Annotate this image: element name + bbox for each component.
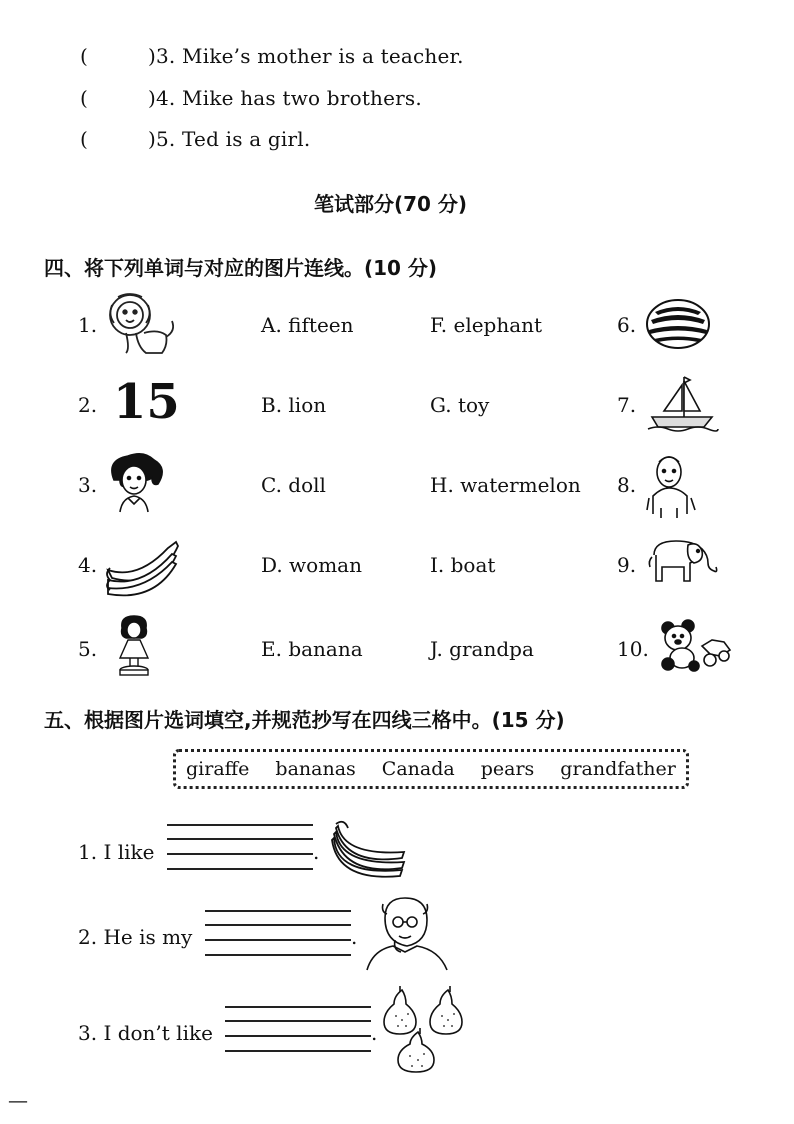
sentence-suffix: . bbox=[351, 925, 358, 949]
word-bank-item[interactable]: giraffe bbox=[186, 758, 250, 780]
word-bank-item[interactable]: pears bbox=[480, 758, 535, 780]
answer-paren-open[interactable]: ( bbox=[80, 86, 89, 110]
sentence-suffix: . bbox=[313, 840, 320, 864]
footer-mark: — bbox=[8, 1088, 28, 1112]
tf-item-3 bbox=[80, 44, 580, 70]
statement-text: )4. Mike has two brothers. bbox=[148, 86, 422, 110]
section4-heading: 四、将下列单词与对应的图片连线。(10 分) bbox=[44, 256, 438, 280]
left-number: 2. bbox=[78, 393, 98, 417]
woman-icon bbox=[106, 452, 168, 512]
left-number: 4. bbox=[78, 553, 98, 577]
word-option-c[interactable]: C. doll bbox=[261, 473, 326, 497]
four-line-grid[interactable] bbox=[205, 910, 351, 962]
tf-item-5 bbox=[80, 127, 580, 153]
word-option-h[interactable]: H. watermelon bbox=[430, 473, 581, 497]
right-number: 6. bbox=[617, 313, 637, 337]
fifteen-number: 15 bbox=[113, 374, 180, 430]
section5-heading: 五、根据图片选词填空,并规范抄写在四线三格中。(15 分) bbox=[44, 708, 565, 732]
lion-icon bbox=[104, 293, 178, 355]
right-number: 7. bbox=[617, 393, 637, 417]
pears-icon bbox=[382, 984, 472, 1074]
grandpa-icon bbox=[645, 452, 701, 518]
word-bank-item[interactable]: Canada bbox=[381, 758, 455, 780]
right-number: 8. bbox=[617, 473, 637, 497]
sentence-suffix: . bbox=[371, 1021, 378, 1045]
word-option-b[interactable]: B. lion bbox=[261, 393, 327, 417]
word-option-g[interactable]: G. toy bbox=[430, 393, 490, 417]
right-number: 10. bbox=[617, 637, 649, 661]
boat-icon bbox=[648, 373, 718, 433]
word-option-e[interactable]: E. banana bbox=[261, 637, 363, 661]
four-line-grid[interactable] bbox=[225, 1006, 371, 1058]
left-number: 1. bbox=[78, 313, 98, 337]
right-number: 9. bbox=[617, 553, 637, 577]
word-bank-item[interactable]: bananas bbox=[275, 758, 356, 780]
statement-text: )5. Ted is a girl. bbox=[148, 127, 311, 151]
statement-text: )3. Mike’s mother is a teacher. bbox=[148, 44, 464, 68]
word-option-d[interactable]: D. woman bbox=[261, 553, 362, 577]
doll-icon bbox=[114, 614, 154, 678]
left-number: 5. bbox=[78, 637, 98, 661]
bananas-icon bbox=[326, 818, 406, 878]
word-option-i[interactable]: I. boat bbox=[430, 553, 496, 577]
answer-paren-open[interactable]: ( bbox=[80, 127, 89, 151]
sentence-prefix: 3. I don’t like bbox=[78, 1021, 213, 1045]
word-bank-item[interactable]: grandfather bbox=[560, 758, 676, 780]
sentence-prefix: 2. He is my bbox=[78, 925, 193, 949]
toy-icon bbox=[658, 618, 734, 672]
word-option-f[interactable]: F. elephant bbox=[430, 313, 543, 337]
elephant-icon bbox=[648, 535, 718, 589]
left-number: 3. bbox=[78, 473, 98, 497]
four-line-grid[interactable] bbox=[167, 824, 313, 876]
banana-icon bbox=[104, 536, 182, 594]
written-part-title: 笔试部分(70 分) bbox=[314, 192, 468, 216]
sentence-prefix: 1. I like bbox=[78, 840, 155, 864]
tf-item-4 bbox=[80, 86, 580, 112]
word-bank bbox=[173, 749, 689, 789]
word-option-j[interactable]: J. grandpa bbox=[430, 637, 534, 661]
answer-paren-open[interactable]: ( bbox=[80, 44, 89, 68]
watermelon-icon bbox=[645, 298, 711, 350]
grandfather-icon bbox=[365, 894, 449, 970]
word-option-a[interactable]: A. fifteen bbox=[261, 313, 354, 337]
